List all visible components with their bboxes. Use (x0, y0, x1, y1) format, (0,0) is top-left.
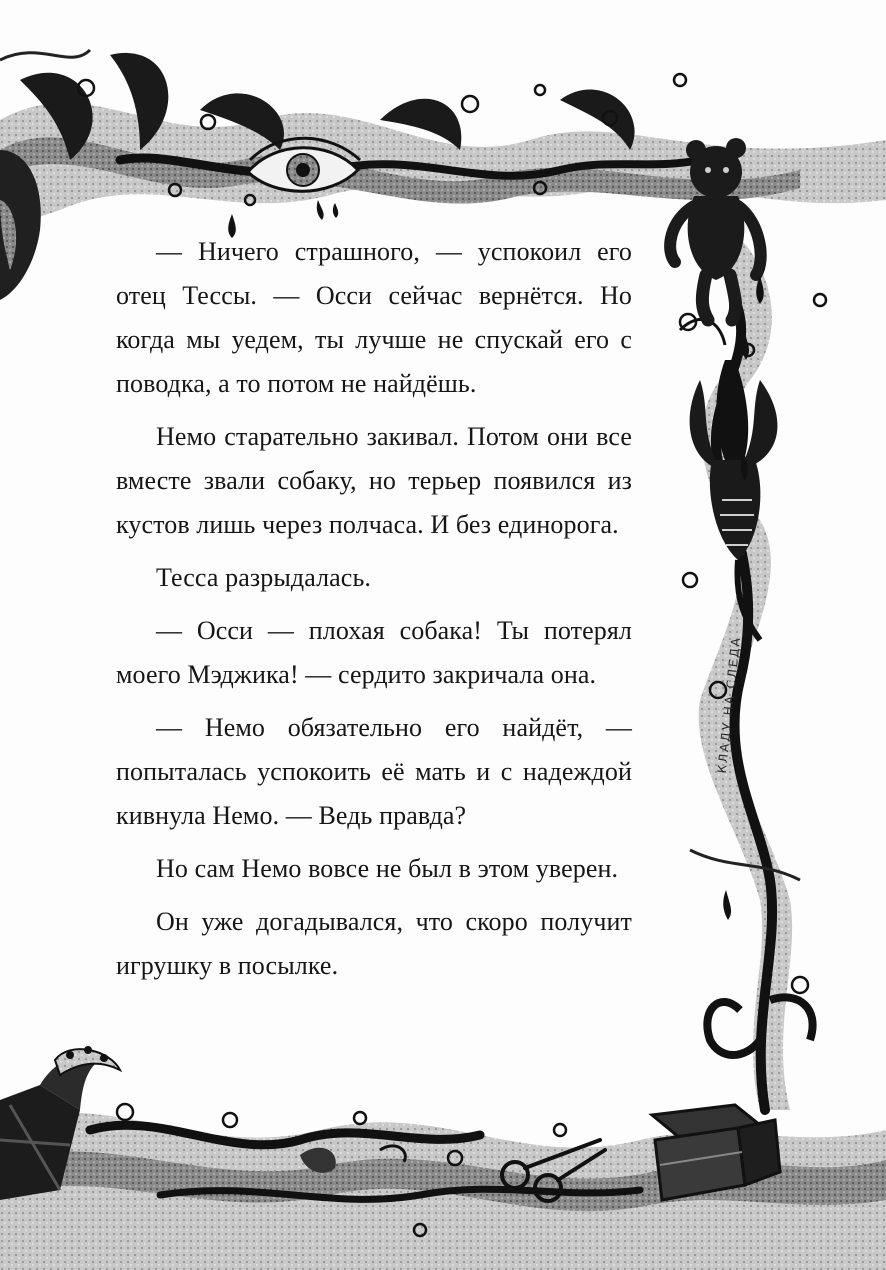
paragraph-1: — Ничего страшного, — успокоил его отец Тессы. — Осси сейчас вернётся. Но когда мы уедем, ты лучше не спускай его с поводка, а то потом не найдёшь. (116, 237, 632, 398)
story-text (116, 230, 632, 997)
paragraph-4: — Осси — плохая собака! Ты потерял моего Мэджика! — сердито закричала она. (116, 616, 632, 689)
margin-lettering-text: КЛАДУ НА СЛЕДА (714, 635, 744, 774)
paragraph-5: — Немо обязательно его найдёт, — попыталась успокоить её мать и с надеждой кивнула Немо. — Ведь правда? (116, 713, 632, 830)
paragraph-7: Он уже догадывался, что скоро получит игрушку в посылке. (116, 907, 632, 980)
paragraph-6: Но сам Немо вовсе не был в этом уверен. (156, 854, 619, 883)
top-border-vine (0, 50, 886, 230)
paragraph-3: Тесса разрыдалась. (156, 563, 372, 592)
paragraph-2: Немо старательно закивал. Потом они все вместе звали собаку, но терьер появился из кустов лишь через полчаса. И без единорога. (116, 422, 632, 539)
right-border-vine (680, 230, 826, 1110)
